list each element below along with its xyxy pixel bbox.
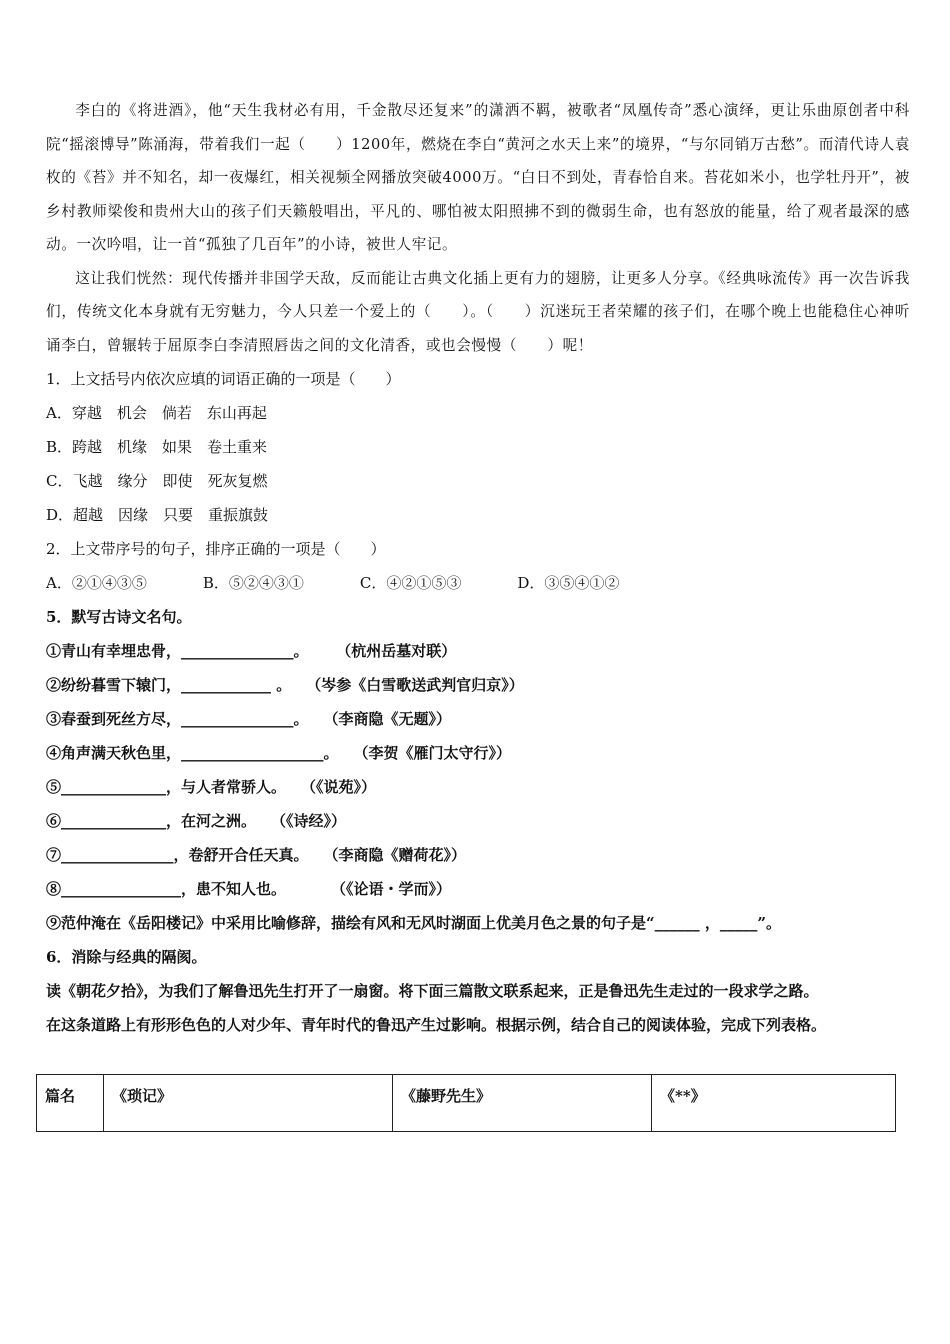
question-6-stem: 6．消除与经典的隔阂。 [46, 948, 207, 966]
dictation-line-1: ①青山有幸埋忠骨，_______________。 （杭州岳墓对联） [46, 642, 457, 660]
question-2-stem: 2．上文带序号的句子，排序正确的一项是（ ） [46, 540, 386, 558]
question-2-option-a: A．②①④③⑤ [46, 574, 147, 592]
dictation-line-2: ②纷纷暮雪下辕门，____________ 。 （岑参《白雪歌送武判官归京》） [46, 676, 524, 694]
question-1-option-a: A．穿越 机会 倘若 东山再起 [46, 404, 267, 422]
essay-table [36, 1074, 896, 1132]
passage-paragraph-1: 李白的《将进酒》，他“天生我材必有用，千金散尽还复来”的潇洒不羁，被歌者“凤凰传奇”悉心演绎，更让乐曲原创者中科院“摇滚博导”陈涌海，带着我们一起（ ）1200年，燃烧在李白“黄河之水天上来”的境界，“与尔同销万古愁”。而清代诗人袁枚的《苔》并不知名，却一夜爆红，相关视频全网播放突破4000万。“白日不到处，青春恰自来。苔花如米小，也学牡丹开”，被乡村教师梁俊和贵州大山的孩子们天籁般唱出，平凡的、哪怕被太阳照拂不到的微弱生命，也有怒放的能量，给了观者最深的感动。一次吟唱，让一首“孤独了几百年”的小诗，被世人牢记。 [46, 102, 910, 253]
table-cell-unknown: 《**》 [652, 1075, 896, 1132]
document-body [46, 94, 910, 1042]
table-cell-suoji: 《琐记》 [104, 1075, 393, 1132]
question-2-option-b: B．⑤②④③① [202, 574, 304, 592]
question-2-option-d: D．③⑤④①② [517, 574, 620, 592]
dictation-line-8: ⑧________________，患不知人也。 （《论语・学而》） [46, 880, 452, 898]
passage-paragraph-2: 这让我们恍然：现代传播并非国学天敌，反而能让古典文化插上更有力的翅膀，让更多人分享。《经典咏流传》再一次告诉我们，传统文化本身就有无穷魅力，今人只差一个爱上的（ ）。（ ）沉迷玩王者荣耀的孩子们，在哪个晚上也能稳住心神听诵李白，曾辗转于屈原李白李清照唇齿之间的文化清香，或也会慢慢（ ）呢！ [46, 269, 910, 354]
dictation-line-6: ⑥______________，在河之洲。 （《诗经》） [46, 812, 347, 830]
question-1-option-d: D．超越 因缘 只要 重振旗鼓 [46, 506, 269, 524]
dictation-line-7: ⑦_______________，卷舒开合任天真。 （李商隐《赠荷花》） [46, 846, 467, 864]
dictation-line-5: ⑤______________，与人者常骄人。 （《说苑》） [46, 778, 377, 796]
question-2-option-c: C．④②①⑤③ [359, 574, 462, 592]
question-6-intro-2: 在这条道路上有形形色色的人对少年、青年时代的鲁迅产生过影响。根据示例，结合自己的阅读体验，完成下列表格。 [46, 1016, 827, 1034]
dictation-line-9: ⑨范仲淹在《岳阳楼记》中采用比喻修辞，描绘有风和无风时湖面上优美月色之景的句子是“______ ，_____”。 [46, 914, 781, 932]
dictation-line-4: ④角声满天秋色里，___________________。 （李贺《雁门太守行》） [46, 744, 512, 762]
question-2-options [46, 566, 910, 600]
question-6-intro-1: 读《朝花夕拾》，为我们了解鲁迅先生打开了一扇窗。将下面三篇散文联系起来，正是鲁迅先生走过的一段求学之路。 [46, 982, 819, 1000]
table-row [37, 1075, 896, 1132]
dictation-line-3: ③春蚕到死丝方尽，_______________。 （李商隐《无题》） [46, 710, 452, 728]
question-1-option-b: B．跨越 机缘 如果 卷土重来 [46, 438, 268, 456]
table-header-title: 篇名 [37, 1075, 104, 1132]
question-5-stem: 5．默写古诗文名句。 [46, 608, 192, 626]
table-cell-tengye: 《藤野先生》 [393, 1075, 652, 1132]
question-1-option-c: C．飞越 缘分 即使 死灰复燃 [46, 472, 268, 490]
question-1-stem: 1．上文括号内依次应填的词语正确的一项是（ ） [46, 370, 401, 388]
